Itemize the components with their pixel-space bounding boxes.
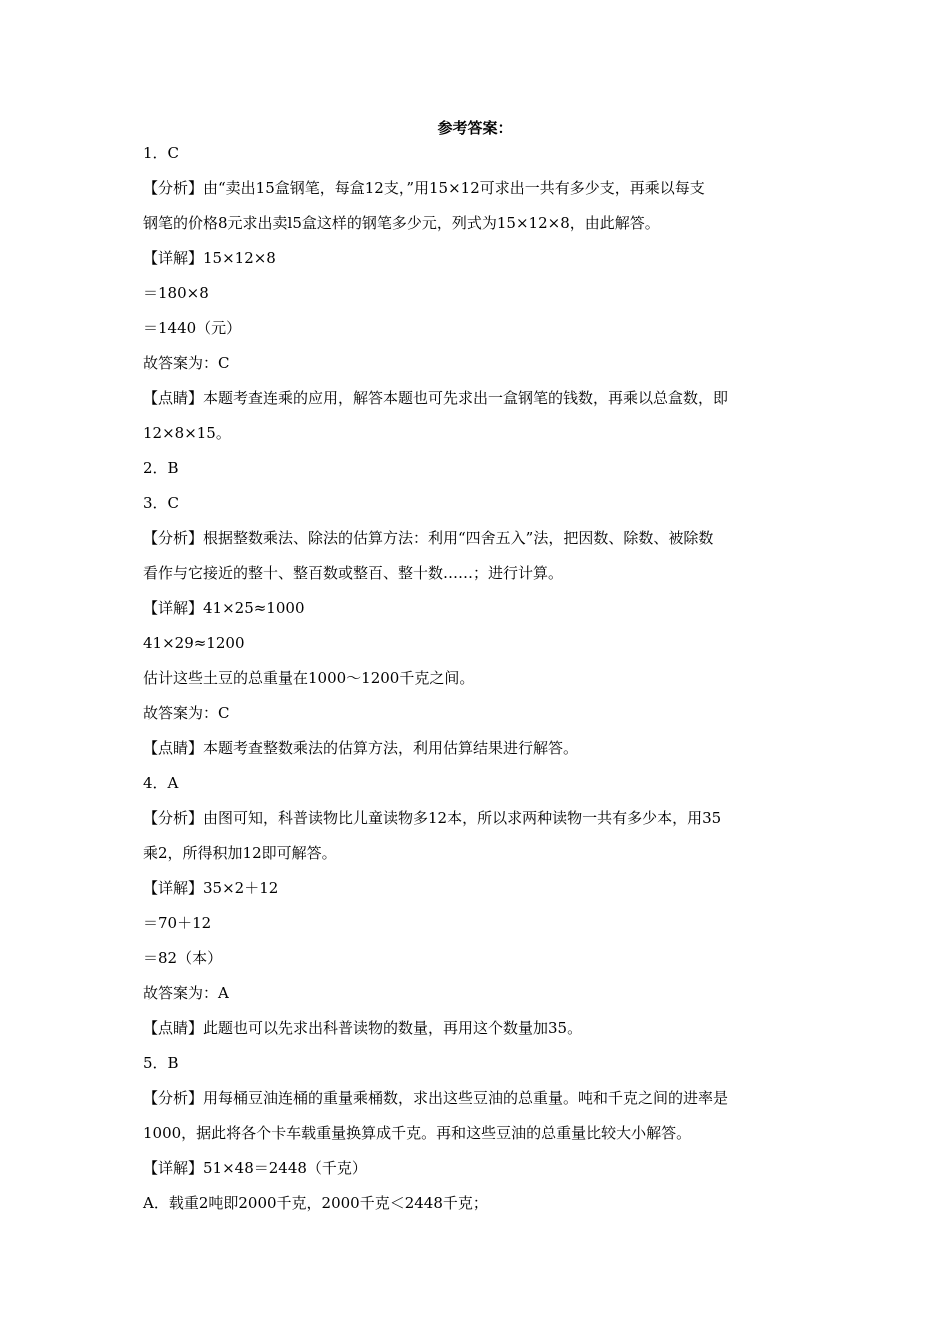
- text-line: 故答案为：C: [143, 354, 230, 372]
- text-line: 【分析】用每桶豆油连桶的重量乘桶数，求出这些豆油的总重量。吨和千克之间的进率是: [143, 1089, 729, 1107]
- text-line: 【详解】41×25≈1000: [143, 599, 305, 617]
- text-line: 【点睛】此题也可以先求出科普读物的数量，再用这个数量加35。: [143, 1019, 583, 1037]
- text-line: ＝82（本）: [143, 949, 223, 967]
- text-line: 【分析】由“卖出15盒钢笔，每盒12支，”用15×12可求出一共有多少支，再乘以每支: [143, 179, 705, 197]
- text-line: 【点睛】本题考查连乘的应用，解答本题也可先求出一盒钢笔的钱数，再乘以总盒数，即: [143, 389, 729, 407]
- text-line: 估计这些土豆的总重量在1000～1200千克之间。: [143, 669, 475, 687]
- text-line: ＝180×8: [143, 284, 209, 302]
- text-line: 【分析】由图可知，科普读物比儿童读物多12本，所以求两种读物一共有多少本，用35: [143, 809, 722, 827]
- text-line: 乘2，所得积加12即可解答。: [143, 844, 337, 862]
- text-line: 看作与它接近的整十、整百数或整百、整十数……；进行计算。: [143, 564, 564, 582]
- text-line: 故答案为：C: [143, 704, 230, 722]
- text-line: 1000，据此将各个卡车载重量换算成千克。再和这些豆油的总重量比较大小解答。: [143, 1124, 692, 1142]
- text-line: 1．C: [143, 144, 180, 162]
- text-line: 钢笔的价格8元求出卖l5盒这样的钢笔多少元，列式为15×12×8，由此解答。: [143, 214, 660, 232]
- page-title: 参考答案：: [437, 119, 513, 137]
- text-line: 4．A: [143, 774, 179, 792]
- text-line: 【分析】根据整数乘法、除法的估算方法：利用“四舍五入”法，把因数、除数、被除数: [143, 529, 714, 547]
- text-line: 2．B: [143, 459, 179, 477]
- text-line: 3．C: [143, 494, 180, 512]
- text-line: 故答案为：A: [143, 984, 229, 1002]
- answer-body: [143, 143, 805, 1228]
- text-line: 【详解】15×12×8: [143, 249, 276, 267]
- text-line: A．载重2吨即2000千克，2000千克＜2448千克；: [143, 1194, 488, 1212]
- text-line: 【详解】51×48＝2448（千克）: [143, 1159, 367, 1177]
- text-line: 【点睛】本题考查整数乘法的估算方法，利用估算结果进行解答。: [143, 739, 579, 757]
- text-line: 【详解】35×2＋12: [143, 879, 279, 897]
- text-line: 5．B: [143, 1054, 179, 1072]
- text-line: 12×8×15。: [143, 424, 231, 442]
- text-line: ＝70＋12: [143, 914, 212, 932]
- text-line: 41×29≈1200: [143, 634, 245, 652]
- text-line: ＝1440（元）: [143, 319, 242, 337]
